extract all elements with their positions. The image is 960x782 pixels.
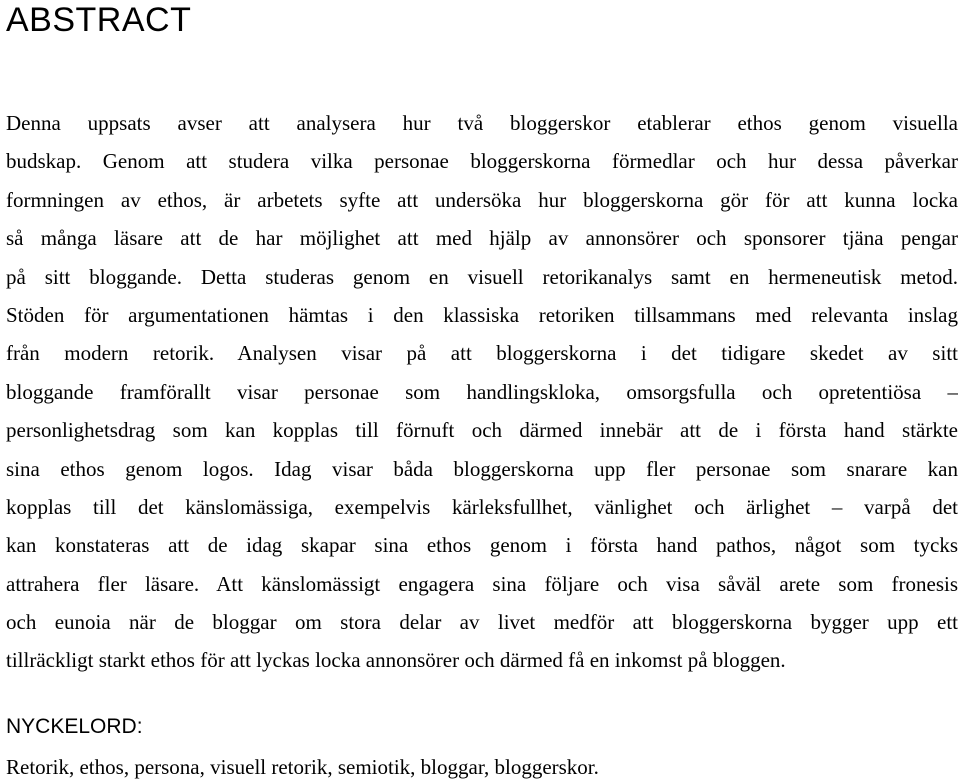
keywords-text: Retorik, ethos, persona, visuell retorik, semiotik, bloggar, bloggerskor. (6, 755, 599, 779)
abstract-line: Denna uppsats avser att analysera hur två bloggerskor etablerar ethos genom visuella (6, 111, 958, 135)
abstract-line: kan konstateras att de idag skapar sina ethos genom i första hand pathos, något som tycks (6, 533, 958, 558)
keywords-heading: NYCKELORD: (6, 715, 143, 738)
abstract-line: sina ethos genom logos. Idag visar båda bloggerskorna upp fler personae som snarare kan (6, 456, 958, 481)
abstract-line: bloggande framförallt visar personae som handlingskloka, omsorgsfulla och opretentiösa – (6, 379, 958, 404)
abstract-line: Stöden för argumentationen hämtas i den klassiska retoriken tillsammans med relevanta inslag (6, 302, 958, 327)
abstract-title: ABSTRACT (6, 1, 192, 39)
abstract-line: personlighetsdrag som kan kopplas till förnuft och därmed innebär att de i första hand stärkte (6, 418, 958, 443)
abstract-line: från modern retorik. Analysen visar på att bloggerskorna i det tidigare skedet av sitt (6, 341, 958, 366)
abstract-line: attrahera fler läsare. Att känslomässigt engagera sina följare och visa såväl arete som fronesis (6, 571, 958, 596)
abstract-line: formningen av ethos, är arbetets syfte att undersöka hur bloggerskorna gör för att kunna locka (6, 187, 958, 212)
abstract-line: och eunoia när de bloggar om stora delar av livet medför att bloggerskorna bygger upp ett (6, 610, 958, 635)
document-page (6, 0, 958, 779)
abstract-body (6, 104, 958, 680)
abstract-line: budskap. Genom att studera vilka personae bloggerskorna förmedlar och hur dessa påverkar (6, 149, 958, 174)
abstract-line: på sitt bloggande. Detta studeras genom en visuell retorikanalys samt en hermeneutisk metod. (6, 264, 958, 289)
abstract-line: tillräckligt starkt ethos för att lyckas locka annonsörer och därmed få en inkomst på bloggen. (6, 648, 786, 673)
abstract-line: kopplas till det känslomässiga, exempelvis kärleksfullhet, vänlighet och ärlighet – varpå det (6, 494, 958, 519)
abstract-line: så många läsare att de har möjlighet att med hjälp av annonsörer och sponsorer tjäna pengar (6, 226, 958, 251)
